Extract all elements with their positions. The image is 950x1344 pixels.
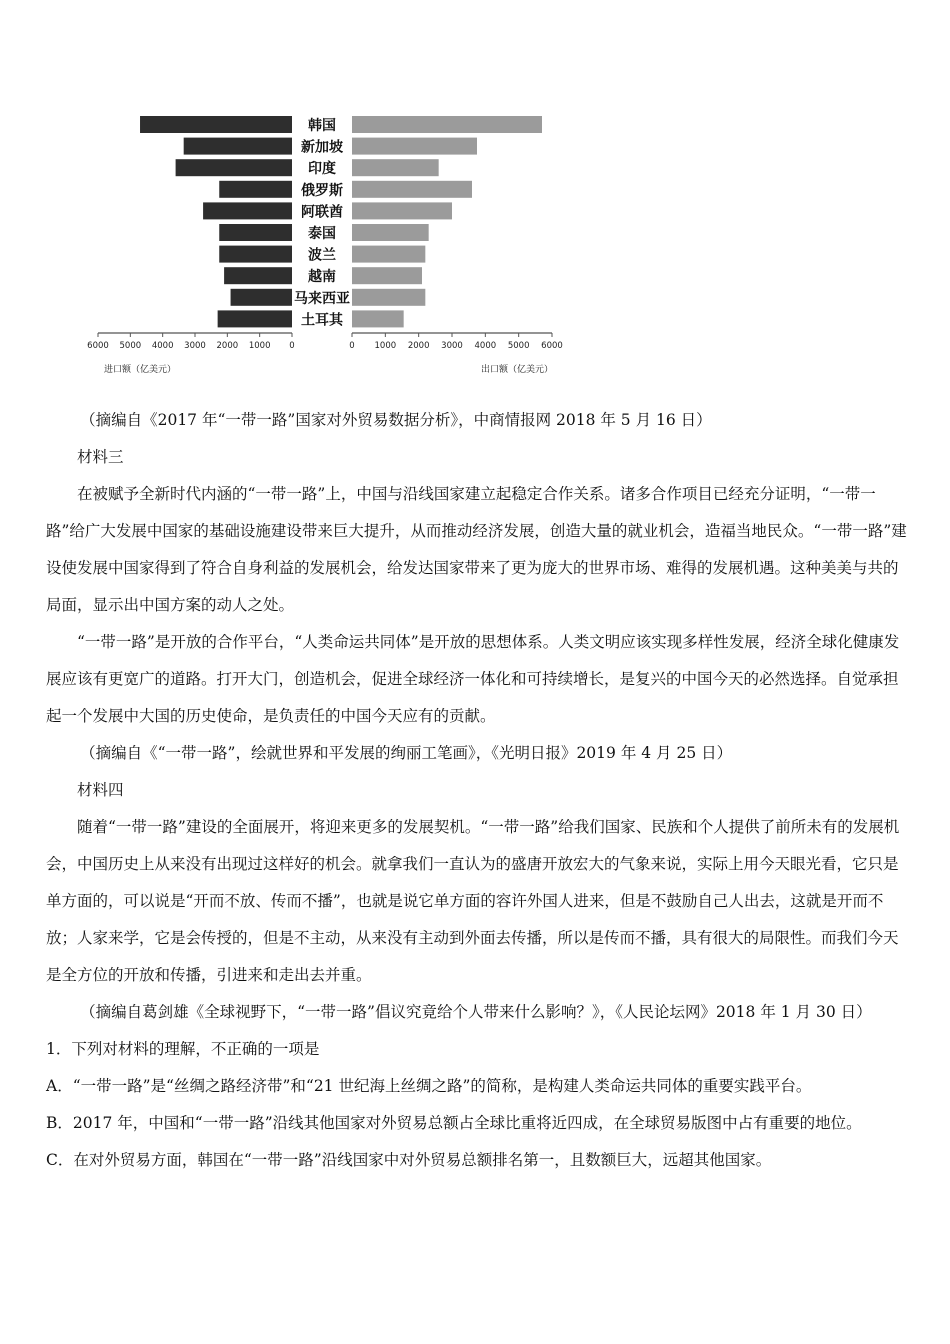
left-axis-label: 进口额（亿美元） bbox=[104, 365, 177, 375]
right-tick-label-2: 2000 bbox=[407, 341, 430, 351]
document-body bbox=[46, 402, 908, 1179]
country-label-3: 俄罗斯 bbox=[301, 182, 343, 199]
export-bar-4 bbox=[352, 202, 452, 219]
country-labels bbox=[294, 117, 350, 328]
country-label-9: 土耳其 bbox=[301, 312, 343, 329]
axes bbox=[87, 333, 563, 351]
right-tick-label-4: 4000 bbox=[474, 341, 497, 351]
import-bar-0 bbox=[140, 116, 292, 133]
right-tick-label-3: 3000 bbox=[441, 341, 463, 351]
country-label-7: 越南 bbox=[308, 269, 336, 286]
country-label-0: 韩国 bbox=[308, 118, 336, 134]
country-label-8: 马来西亚 bbox=[294, 290, 350, 307]
source-note-4: （摘编自葛剑雄《全球视野下，“一带一路”倡议究竟给个人带来什么影响？》，《人民论坛网》2018 年 1 月 30 日） bbox=[80, 1003, 872, 1021]
import-bar-4 bbox=[203, 202, 292, 219]
trade-chart bbox=[0, 100, 950, 390]
left-tick-label-6: 0 bbox=[289, 341, 295, 351]
export-bar-3 bbox=[352, 181, 472, 198]
source-note-3: （摘编自《“一带一路”，绘就世界和平发展的绚丽工笔画》，《光明日报》2019 年 4 月 25 日） bbox=[80, 744, 733, 762]
left-tick-label-2: 4000 bbox=[151, 341, 174, 351]
material-3-paragraph-2: “一带一路”是开放的合作平台，“人类命运共同体”是开放的思想体系。人类文明应该实现多样性发展，经济全球化健康发展应该有更宽广的道路。打开大门，创造机会，促进全球经济一体化和可持续增长，是复兴的中国今天的必然选择。自觉承担起一个发展中大国的历史使命，是负责任的中国今天应有的贡献。 bbox=[46, 633, 900, 725]
left-tick-label-1: 5000 bbox=[119, 341, 142, 351]
export-bar-1 bbox=[352, 138, 477, 155]
source-note-1: （摘编自《2017 年“一带一路”国家对外贸易数据分析》，中商情报网 2018 年 5 月 16 日） bbox=[80, 411, 712, 429]
right-tick-label-6: 6000 bbox=[541, 341, 563, 351]
material-4-label: 材料四 bbox=[77, 781, 124, 799]
import-bar-6 bbox=[219, 246, 292, 263]
import-bars bbox=[140, 116, 292, 327]
export-bar-6 bbox=[352, 246, 425, 263]
import-bar-9 bbox=[218, 310, 292, 327]
right-tick-label-0: 0 bbox=[349, 341, 355, 351]
export-bar-5 bbox=[352, 224, 429, 241]
country-label-1: 新加坡 bbox=[301, 139, 343, 156]
export-bar-7 bbox=[352, 267, 422, 284]
export-bar-2 bbox=[352, 159, 439, 176]
export-bars bbox=[352, 116, 542, 327]
country-label-6: 波兰 bbox=[308, 247, 336, 264]
export-bar-8 bbox=[352, 289, 425, 306]
right-tick-label-1: 1000 bbox=[374, 341, 397, 351]
import-bar-1 bbox=[184, 138, 292, 155]
import-bar-3 bbox=[219, 181, 292, 198]
import-bar-8 bbox=[231, 289, 292, 306]
import-bar-2 bbox=[176, 159, 292, 176]
question-1: 1．下列对材料的理解，不正确的一项是 bbox=[46, 1040, 320, 1058]
option-c: C．在对外贸易方面，韩国在“一带一路”沿线国家中对外贸易总额排名第一，且数额巨大，远超其他国家。 bbox=[46, 1151, 772, 1169]
right-tick-label-5: 5000 bbox=[507, 341, 530, 351]
material-4-paragraph: 随着“一带一路”建设的全面展开，将迎来更多的发展契机。“一带一路”给我们国家、民族和个人提供了前所未有的发展机会，中国历史上从来没有出现过这样好的机会。就拿我们一直认为的盛唐开放宏大的气象来说，实际上用今天眼光看，它只是单方面的，可以说是“开而不放、传而不播”，也就是说它单方面的容许外国人进来，但是不鼓励自己人出去，这就是开而不放；人家来学，它是会传授的，但是不主动，从来没有主动到外面去传播，所以是传而不播，具有很大的局限性。而我们今天是全方位的开放和传播，引进来和走出去并重。 bbox=[46, 818, 900, 984]
country-label-5: 泰国 bbox=[308, 226, 336, 242]
option-a: A．“一带一路”是“丝绸之路经济带”和“21 世纪海上丝绸之路”的简称，是构建人类命运共同体的重要实践平台。 bbox=[46, 1077, 812, 1095]
import-bar-7 bbox=[224, 267, 292, 284]
option-b: B．2017 年，中国和“一带一路”沿线其他国家对外贸易总额占全球比重将近四成，在全球贸易版图中占有重要的地位。 bbox=[46, 1114, 862, 1132]
material-3-label: 材料三 bbox=[77, 448, 124, 466]
country-label-4: 阿联酋 bbox=[301, 204, 343, 221]
export-bar-0 bbox=[352, 116, 542, 133]
left-tick-label-5: 1000 bbox=[248, 341, 271, 351]
export-bar-9 bbox=[352, 310, 404, 327]
import-bar-5 bbox=[219, 224, 292, 241]
left-tick-label-4: 2000 bbox=[216, 341, 239, 351]
country-label-2: 印度 bbox=[308, 161, 336, 178]
right-axis-label: 出口额（亿美元） bbox=[481, 365, 554, 375]
left-tick-label-0: 6000 bbox=[87, 341, 109, 351]
left-tick-label-3: 3000 bbox=[184, 341, 206, 351]
material-3-paragraph-1: 在被赋予全新时代内涵的“一带一路”上，中国与沿线国家建立起稳定合作关系。诸多合作项目已经充分证明，“一带一路”给广大发展中国家的基础设施建设带来巨大提升，从而推动经济发展，创造大量的就业机会，造福当地民众。“一带一路”建设使发展中国家得到了符合自身利益的发展机会，给发达国家带来了更为庞大的世界市场、难得的发展机遇。这种美美与共的局面，显示出中国方案的动人之处。 bbox=[46, 485, 907, 614]
